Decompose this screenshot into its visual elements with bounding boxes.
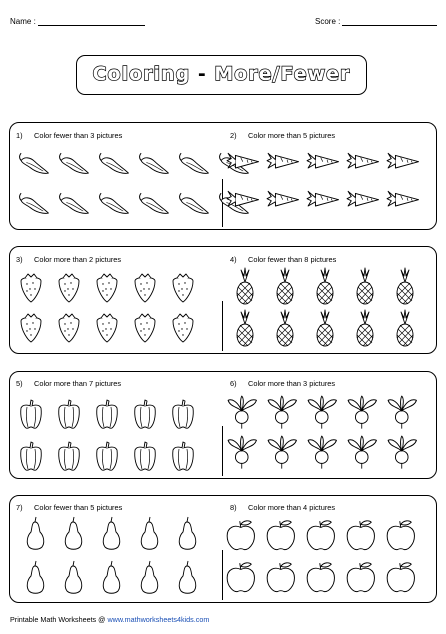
pear-icon[interactable] bbox=[99, 516, 124, 551]
score-field-row bbox=[315, 16, 437, 26]
question-text: Color more than 4 pictures bbox=[248, 503, 336, 512]
question-number: 2) bbox=[230, 131, 237, 140]
question-text: Color fewer than 8 pictures bbox=[248, 255, 337, 264]
carrot-icon[interactable] bbox=[306, 147, 340, 170]
bell-pepper-icon[interactable] bbox=[55, 440, 83, 472]
bell-pepper-icon[interactable] bbox=[17, 398, 45, 430]
bell-pepper-icon[interactable] bbox=[131, 398, 159, 430]
pineapple-icon[interactable] bbox=[234, 310, 256, 348]
score-line[interactable] bbox=[342, 16, 437, 26]
strawberry-icon[interactable] bbox=[17, 312, 45, 344]
pineapple-icon[interactable] bbox=[274, 268, 296, 306]
pear-icon[interactable] bbox=[137, 560, 162, 595]
carrot-icon[interactable] bbox=[266, 147, 300, 170]
apple-icon[interactable] bbox=[344, 518, 378, 552]
apple-icon[interactable] bbox=[304, 560, 338, 594]
question-number: 1) bbox=[16, 131, 23, 140]
chili-pepper-icon[interactable] bbox=[58, 190, 92, 215]
pear-icon[interactable] bbox=[175, 516, 200, 551]
bell-pepper-icon[interactable] bbox=[17, 440, 45, 472]
question-4 bbox=[230, 255, 336, 264]
strawberry-icon[interactable] bbox=[17, 272, 45, 304]
strawberry-icon[interactable] bbox=[93, 272, 121, 304]
radish-icon[interactable] bbox=[386, 394, 418, 430]
name-label: Name : bbox=[10, 17, 36, 26]
chili-pepper-icon[interactable] bbox=[98, 150, 132, 175]
title-separator: - bbox=[197, 63, 207, 85]
footer bbox=[10, 615, 209, 624]
strawberry-icon[interactable] bbox=[55, 272, 83, 304]
carrot-icon[interactable] bbox=[386, 185, 420, 208]
question-6 bbox=[230, 379, 335, 388]
pineapple-icon[interactable] bbox=[354, 310, 376, 348]
pear-icon[interactable] bbox=[61, 516, 86, 551]
pineapple-icon[interactable] bbox=[394, 310, 416, 348]
carrot-icon[interactable] bbox=[346, 185, 380, 208]
apple-icon[interactable] bbox=[344, 560, 378, 594]
apple-icon[interactable] bbox=[304, 518, 338, 552]
bell-pepper-icon[interactable] bbox=[169, 398, 197, 430]
panel-divider bbox=[222, 550, 223, 600]
name-field-row bbox=[10, 16, 145, 26]
question-number: 4) bbox=[230, 255, 237, 264]
pear-icon[interactable] bbox=[61, 560, 86, 595]
bell-pepper-icon[interactable] bbox=[55, 398, 83, 430]
pear-icon[interactable] bbox=[175, 560, 200, 595]
question-text: Color more than 5 pictures bbox=[248, 131, 336, 140]
radish-icon[interactable] bbox=[346, 434, 378, 470]
question-5 bbox=[16, 379, 121, 388]
carrot-icon[interactable] bbox=[386, 147, 420, 170]
question-number: 3) bbox=[16, 255, 23, 264]
bell-pepper-icon[interactable] bbox=[93, 440, 121, 472]
question-8 bbox=[230, 503, 335, 512]
chili-pepper-icon[interactable] bbox=[58, 150, 92, 175]
carrot-icon[interactable] bbox=[226, 147, 260, 170]
question-text: Color more than 3 pictures bbox=[248, 379, 336, 388]
question-number: 8) bbox=[230, 503, 237, 512]
bell-pepper-icon[interactable] bbox=[93, 398, 121, 430]
footer-link[interactable]: www.mathworksheets4kids.com bbox=[107, 615, 210, 624]
question-1 bbox=[16, 131, 122, 140]
apple-icon[interactable] bbox=[224, 560, 258, 594]
strawberry-icon[interactable] bbox=[131, 272, 159, 304]
apple-icon[interactable] bbox=[264, 518, 298, 552]
carrot-icon[interactable] bbox=[306, 185, 340, 208]
question-number: 7) bbox=[16, 503, 23, 512]
pear-icon[interactable] bbox=[99, 560, 124, 595]
radish-icon[interactable] bbox=[266, 434, 298, 470]
pear-icon[interactable] bbox=[23, 560, 48, 595]
chili-pepper-icon[interactable] bbox=[98, 190, 132, 215]
pineapple-icon[interactable] bbox=[394, 268, 416, 306]
question-number: 5) bbox=[16, 379, 23, 388]
question-7 bbox=[16, 503, 122, 512]
carrot-icon[interactable] bbox=[346, 147, 380, 170]
strawberry-icon[interactable] bbox=[169, 312, 197, 344]
carrot-icon[interactable] bbox=[266, 185, 300, 208]
radish-icon[interactable] bbox=[266, 394, 298, 430]
question-2 bbox=[230, 131, 335, 140]
worksheet-title bbox=[77, 63, 366, 85]
question-3 bbox=[16, 255, 121, 264]
chili-pepper-icon[interactable] bbox=[138, 190, 172, 215]
bell-pepper-icon[interactable] bbox=[131, 440, 159, 472]
title-box bbox=[76, 55, 367, 95]
pineapple-icon[interactable] bbox=[314, 268, 336, 306]
radish-icon[interactable] bbox=[306, 394, 338, 430]
radish-icon[interactable] bbox=[306, 434, 338, 470]
chili-pepper-icon[interactable] bbox=[178, 150, 212, 175]
apple-icon[interactable] bbox=[384, 518, 418, 552]
strawberry-icon[interactable] bbox=[131, 312, 159, 344]
panel-divider bbox=[222, 426, 223, 476]
carrot-icon[interactable] bbox=[226, 185, 260, 208]
question-text: Color more than 7 pictures bbox=[34, 379, 122, 388]
question-text: Color more than 2 pictures bbox=[34, 255, 122, 264]
pineapple-icon[interactable] bbox=[314, 310, 336, 348]
panel-divider bbox=[222, 301, 223, 351]
pear-icon[interactable] bbox=[23, 516, 48, 551]
question-text: Color fewer than 3 pictures bbox=[34, 131, 123, 140]
question-number: 6) bbox=[230, 379, 237, 388]
radish-icon[interactable] bbox=[226, 434, 258, 470]
strawberry-icon[interactable] bbox=[55, 312, 83, 344]
title-part2: More/Fewer bbox=[214, 63, 351, 85]
bell-pepper-icon[interactable] bbox=[169, 440, 197, 472]
score-label: Score : bbox=[315, 17, 341, 26]
radish-icon[interactable] bbox=[226, 394, 258, 430]
chili-pepper-icon[interactable] bbox=[18, 150, 52, 175]
radish-icon[interactable] bbox=[386, 434, 418, 470]
footer-prefix: Printable Math Worksheets @ bbox=[10, 615, 106, 624]
pineapple-icon[interactable] bbox=[274, 310, 296, 348]
chili-pepper-icon[interactable] bbox=[178, 190, 212, 215]
apple-icon[interactable] bbox=[264, 560, 298, 594]
strawberry-icon[interactable] bbox=[93, 312, 121, 344]
question-text: Color fewer than 5 pictures bbox=[34, 503, 123, 512]
strawberry-icon[interactable] bbox=[169, 272, 197, 304]
pineapple-icon[interactable] bbox=[354, 268, 376, 306]
apple-icon[interactable] bbox=[224, 518, 258, 552]
chili-pepper-icon[interactable] bbox=[18, 190, 52, 215]
pear-icon[interactable] bbox=[137, 516, 162, 551]
title-part1: Coloring bbox=[92, 63, 191, 85]
radish-icon[interactable] bbox=[346, 394, 378, 430]
pineapple-icon[interactable] bbox=[234, 268, 256, 306]
apple-icon[interactable] bbox=[384, 560, 418, 594]
chili-pepper-icon[interactable] bbox=[138, 150, 172, 175]
name-line[interactable] bbox=[38, 16, 145, 26]
